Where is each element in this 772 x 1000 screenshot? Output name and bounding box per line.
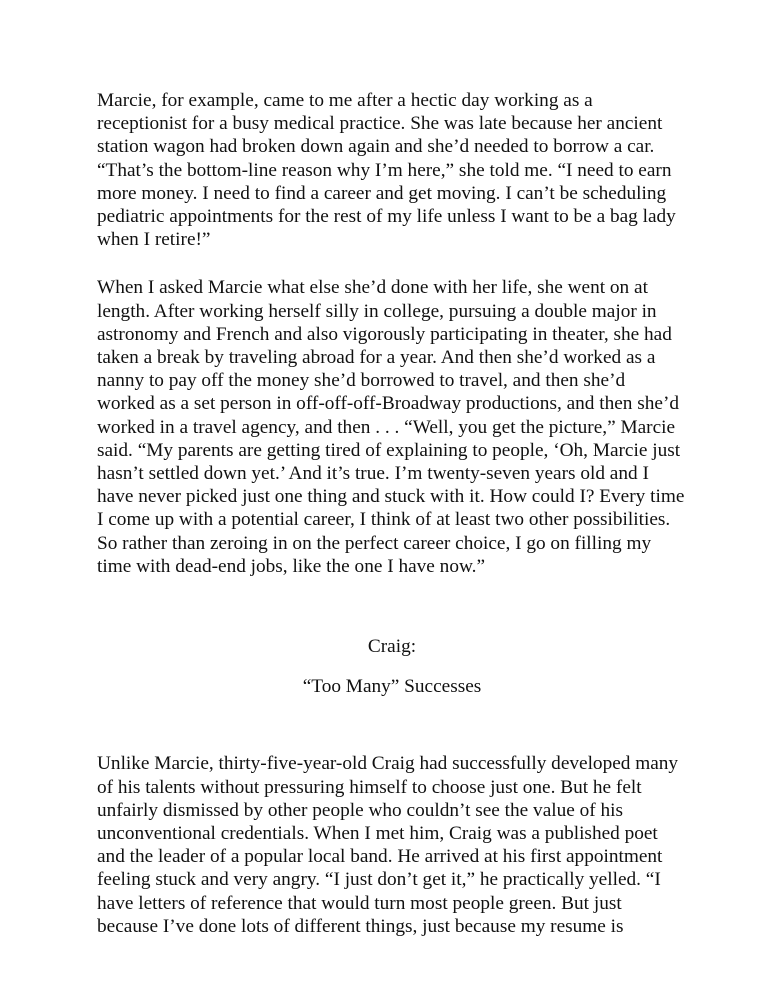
document-page	[97, 89, 687, 938]
section-heading-title: “Too Many” Successes	[302, 676, 482, 698]
paragraph-marcie-intro: Marcie, for example, came to me after a hectic day working as a receptionist for a busy medical practice. She was late because her ancient station wagon had broken down again and she’d needed to borrow a car. “That’s the bottom-line reason why I’m here,” she told me. “I need to earn more money. I need to find a career and get moving. I can’t be scheduling pediatric appointments for the rest of my life unless I want to be a bag lady when I retire!”	[97, 90, 676, 251]
paragraph-marcie-history: When I asked Marcie what else she’d done with her life, she went on at length. After working herself silly in college, pursuing a double major in astronomy and French and also vigorously participating in theater, she had taken a break by traveling abroad for a year. And then she’d worked as a nanny to pay off the money she’d borrowed to travel, and then she’d worked as a set person in off-off-off-Broadway productions, and then she’d worked in a travel agency, and then . . . “Well, you get the picture,” Marcie said. “My parents are getting tired of explaining to people, ‘Oh, Marcie just hasn’t settled down yet.’ And it’s true. I’m twenty-seven years old and I have never picked just one thing and stuck with it. How could I? Every time I come up with a potential career, I think of at least two other possibilities. So rather than zeroing in on the perfect career choice, I go on filling my time with dead-end jobs, like the one I have now.”	[97, 277, 685, 577]
paragraph-craig-intro: Unlike Marcie, thirty-five-year-old Craig had successfully developed many of his talents without pressuring himself to choose just one. But he felt unfairly dismissed by other people who couldn’t see the value of his unconventional credentials. When I met him, Craig was a published poet and the leader of a popular local band. He arrived at his first appointment feeling stuck and very angry. “I just don’t get it,” he practically yelled. “I have letters of reference that would turn most people green. But just because I’ve done lots of different things, just because my resume is	[97, 753, 679, 937]
section-heading-name: Craig:	[367, 636, 417, 658]
